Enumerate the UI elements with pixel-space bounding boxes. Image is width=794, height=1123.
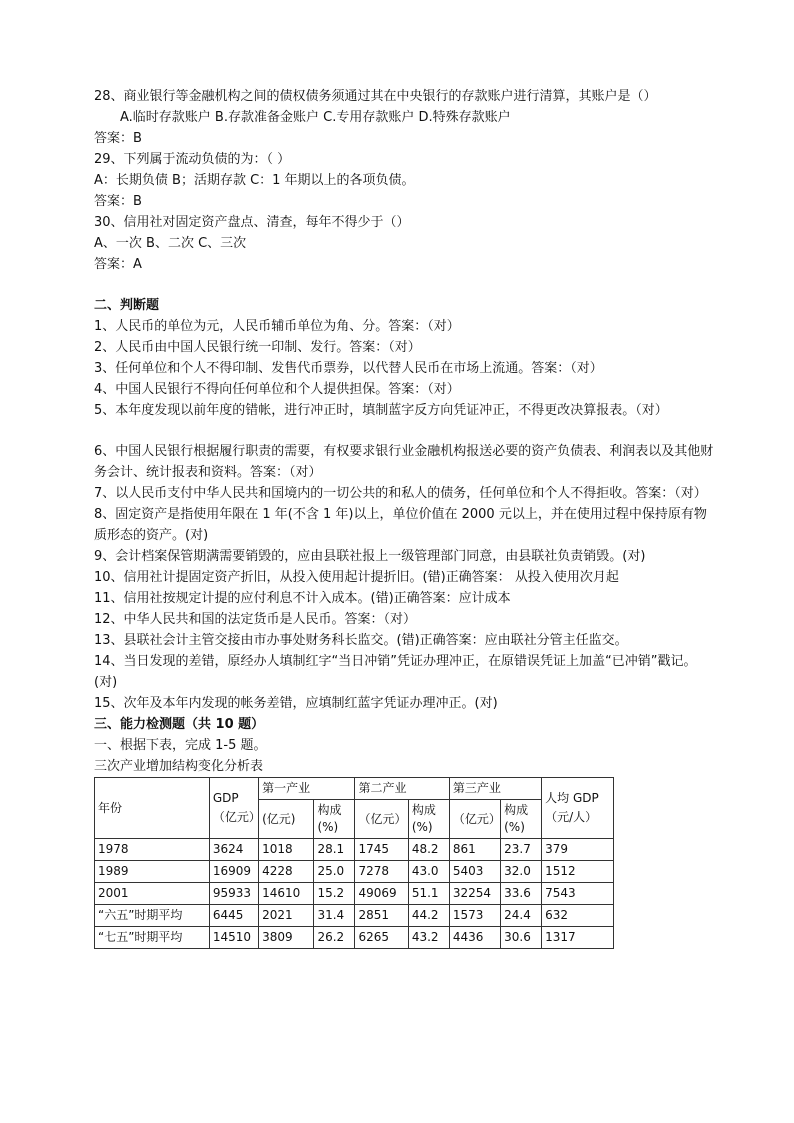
table-row bbox=[95, 905, 614, 927]
judge-item: 5、本年度发现以前年度的错帐，进行冲正时，填制蓝字反方向凭证冲正，不得更改决算报表。（对） bbox=[94, 403, 668, 418]
cell-per-capita: 1512 bbox=[542, 861, 614, 883]
question-answer: 答案：B bbox=[94, 194, 142, 209]
header-tertiary: 第三产业 bbox=[449, 778, 541, 800]
cell-p3: 32254 bbox=[449, 883, 500, 905]
cell-p1: 2021 bbox=[259, 905, 314, 927]
industry-structure-table-wrap bbox=[94, 777, 714, 949]
question-text: 28、商业银行等金融机构之间的债权债务须通过其在中央银行的存款账户进行清算，其账户是（） bbox=[94, 89, 657, 104]
question-text: 30、信用社对固定资产盘点、清查，每年不得少于（） bbox=[94, 215, 410, 230]
cell-p1: 1018 bbox=[259, 839, 314, 861]
judge-item: 7、以人民币支付中华人民共和国境内的一切公共的和私人的债务，任何单位和个人不得拒收。答案：（对） bbox=[94, 486, 707, 501]
judge-item: 6、中国人民银行根据履行职责的需要，有权要求银行业金融机构报送必要的资产负债表、利润表以及其他财务会计、统计报表和资料。答案：（对） bbox=[94, 444, 714, 480]
cell-p2-share: 44.2 bbox=[408, 905, 449, 927]
mc-question-29 bbox=[94, 149, 714, 212]
cell-per-capita: 1317 bbox=[542, 927, 614, 949]
table-row bbox=[95, 861, 614, 883]
cell-year: “六五”时期平均 bbox=[95, 905, 210, 927]
header-gdp: GDP（亿元） bbox=[209, 778, 258, 839]
cell-year: 1978 bbox=[95, 839, 210, 861]
cell-p2: 49069 bbox=[355, 883, 408, 905]
header-secondary: 第二产业 bbox=[355, 778, 449, 800]
ability-intro: 一、根据下表，完成 1-5 题。 bbox=[94, 738, 267, 753]
document-page bbox=[94, 86, 714, 949]
cell-p3: 861 bbox=[449, 839, 500, 861]
cell-p1-share: 31.4 bbox=[314, 905, 355, 927]
cell-p3-share: 33.6 bbox=[501, 883, 542, 905]
cell-gdp: 14510 bbox=[209, 927, 258, 949]
header-primary: 第一产业 bbox=[259, 778, 355, 800]
cell-p2: 2851 bbox=[355, 905, 408, 927]
cell-gdp: 6445 bbox=[209, 905, 258, 927]
judge-item: 15、次年及本年内发现的帐务差错，应填制红蓝字凭证办理冲正。(对) bbox=[94, 696, 498, 711]
judge-item: 3、任何单位和个人不得印制、发售代币票券，以代替人民币在市场上流通。答案：（对） bbox=[94, 361, 603, 376]
cell-p2-share: 51.1 bbox=[408, 883, 449, 905]
subheader-share: 构成(%) bbox=[314, 800, 355, 839]
question-options: A、一次 B、二次 C、三次 bbox=[94, 236, 247, 251]
header-year: 年份 bbox=[95, 778, 210, 839]
cell-p3-share: 24.4 bbox=[501, 905, 542, 927]
question-answer: 答案：A bbox=[94, 257, 142, 272]
judge-item: 11、信用社按规定计提的应付利息不计入成本。(错)正确答案：应计成本 bbox=[94, 591, 511, 606]
subheader-share: 构成(%) bbox=[501, 800, 542, 839]
cell-gdp: 95933 bbox=[209, 883, 258, 905]
table-title: 三次产业增加结构变化分析表 bbox=[94, 759, 264, 774]
cell-gdp: 3624 bbox=[209, 839, 258, 861]
cell-p1: 14610 bbox=[259, 883, 314, 905]
judge-section-title: 二、判断题 bbox=[94, 298, 160, 313]
cell-p2: 1745 bbox=[355, 839, 408, 861]
cell-p3: 5403 bbox=[449, 861, 500, 883]
judge-item: 13、县联社会计主管交接由市办事处财务科长监交。(错)正确答案：应由联社分管主任监交。 bbox=[94, 633, 628, 648]
cell-p3: 1573 bbox=[449, 905, 500, 927]
subheader-share: 构成(%) bbox=[408, 800, 449, 839]
cell-p2-share: 48.2 bbox=[408, 839, 449, 861]
cell-year: 1989 bbox=[95, 861, 210, 883]
cell-per-capita: 632 bbox=[542, 905, 614, 927]
ability-section-title: 三、能力检测题（共 10 题） bbox=[94, 717, 265, 732]
cell-p1-share: 28.1 bbox=[314, 839, 355, 861]
subheader-value: (亿元) bbox=[259, 800, 314, 839]
mc-question-30 bbox=[94, 212, 714, 275]
judge-item: 4、中国人民银行不得向任何单位和个人提供担保。答案：（对） bbox=[94, 382, 460, 397]
cell-p1-share: 25.0 bbox=[314, 861, 355, 883]
cell-p2: 6265 bbox=[355, 927, 408, 949]
cell-p1: 3809 bbox=[259, 927, 314, 949]
cell-per-capita: 379 bbox=[542, 839, 614, 861]
cell-gdp: 16909 bbox=[209, 861, 258, 883]
cell-p3-share: 30.6 bbox=[501, 927, 542, 949]
cell-p2-share: 43.2 bbox=[408, 927, 449, 949]
judge-item: 1、人民币的单位为元，人民币辅币单位为角、分。答案：（对） bbox=[94, 319, 460, 334]
question-options: A.临时存款账户 B.存款准备金账户 C.专用存款账户 D.特殊存款账户 bbox=[120, 110, 511, 125]
cell-p1-share: 15.2 bbox=[314, 883, 355, 905]
cell-p1-share: 26.2 bbox=[314, 927, 355, 949]
table-row bbox=[95, 839, 614, 861]
cell-p3-share: 32.0 bbox=[501, 861, 542, 883]
subheader-value: （亿元） bbox=[355, 800, 408, 839]
cell-year: “七五”时期平均 bbox=[95, 927, 210, 949]
header-per-capita: 人均 GDP（元/人） bbox=[542, 778, 614, 839]
question-text: 29、下列属于流动负债的为：（ ） bbox=[94, 152, 291, 167]
table-row bbox=[95, 927, 614, 949]
cell-p3-share: 23.7 bbox=[501, 839, 542, 861]
judge-item: 10、信用社计提固定资产折旧，从投入使用起计提折旧。(错)正确答案： 从投入使用次月起 bbox=[94, 570, 619, 585]
judge-item: 12、中华人民共和国的法定货币是人民币。答案：（对） bbox=[94, 612, 417, 627]
cell-per-capita: 7543 bbox=[542, 883, 614, 905]
question-answer: 答案：B bbox=[94, 131, 142, 146]
question-options: A：长期负债 B；活期存款 C：1 年期以上的各项负债。 bbox=[94, 173, 415, 188]
industry-structure-table bbox=[94, 777, 614, 949]
mc-question-28 bbox=[94, 86, 714, 149]
cell-year: 2001 bbox=[95, 883, 210, 905]
cell-p1: 4228 bbox=[259, 861, 314, 883]
judge-item: 14、当日发现的差错，原经办人填制红字“当日冲销”凭证办理冲正，在原错误凭证上加盖“已冲销”戳记。(对) bbox=[94, 654, 697, 690]
judge-item: 8、固定资产是指使用年限在 1 年(不含 1 年)以上，单位价值在 2000 元以上，并在使用过程中保持原有物质形态的资产。(对) bbox=[94, 507, 707, 543]
judge-item: 9、会计档案保管期满需要销毁的，应由县联社报上一级管理部门同意，由县联社负责销毁。(对) bbox=[94, 549, 646, 564]
table-header-row bbox=[95, 778, 614, 800]
cell-p3: 4436 bbox=[449, 927, 500, 949]
cell-p2-share: 43.0 bbox=[408, 861, 449, 883]
subheader-value: （亿元） bbox=[449, 800, 500, 839]
cell-p2: 7278 bbox=[355, 861, 408, 883]
judge-item: 2、人民币由中国人民银行统一印制、发行。答案：（对） bbox=[94, 340, 421, 355]
table-row bbox=[95, 883, 614, 905]
